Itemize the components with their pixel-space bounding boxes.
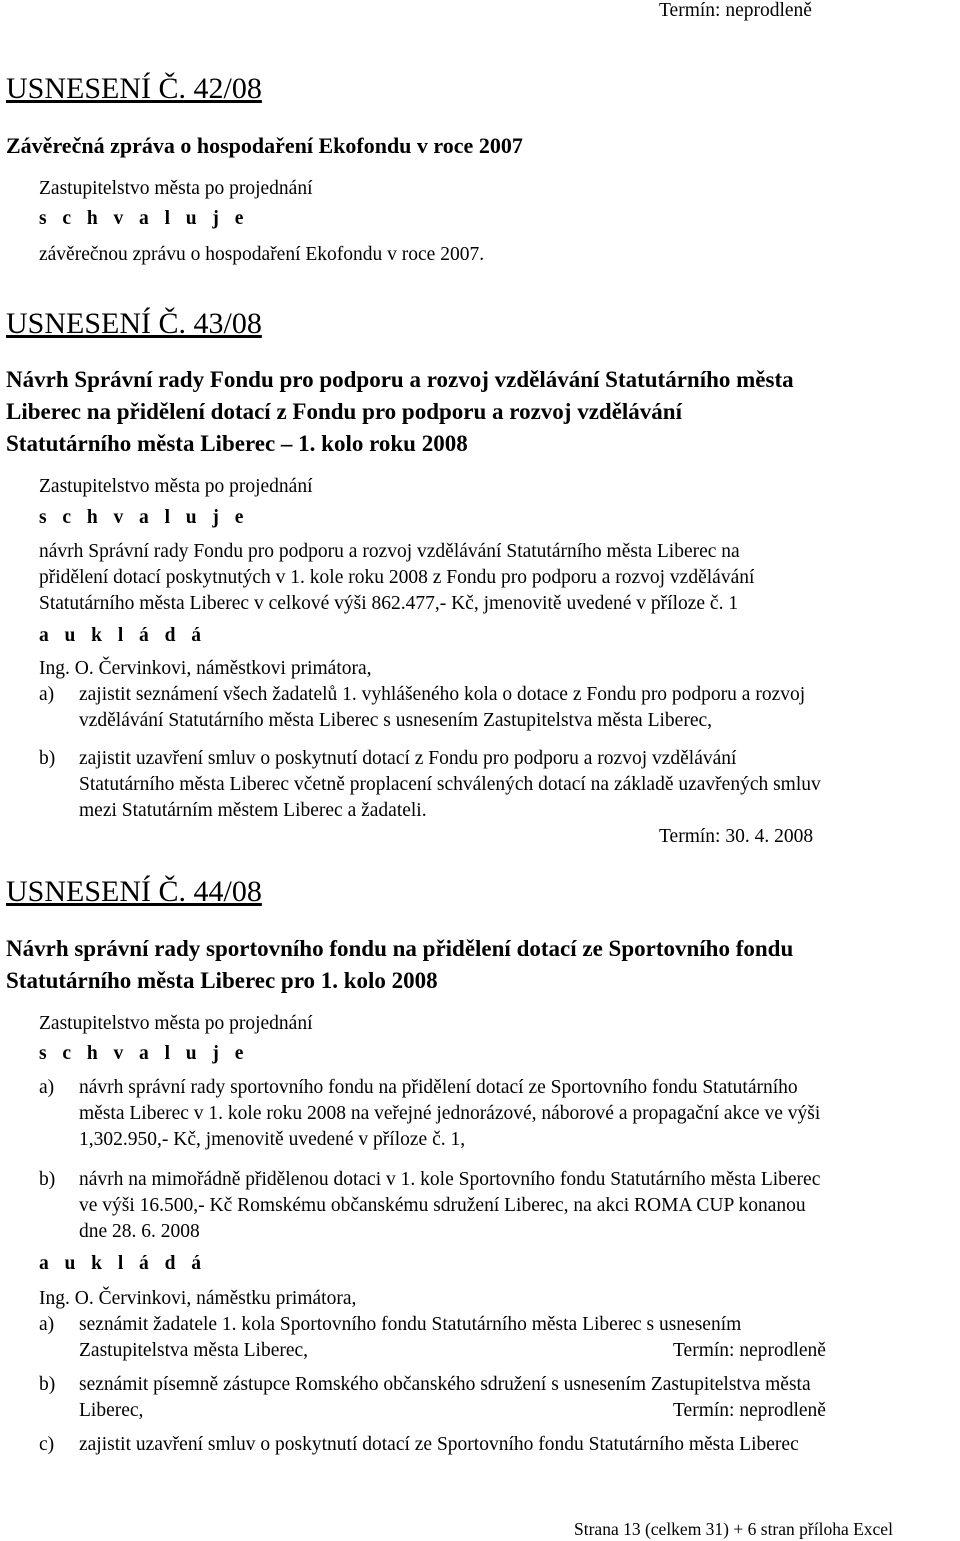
resolution-44-item-line: návrh správní rady sportovního fondu na přidělení dotací ze Sportovního fondu Statutárního <box>79 1077 798 1098</box>
resolution-43-heading: USNESENÍ Č. 43/08 <box>6 307 262 340</box>
resolution-43-termin: Termín: 30. 4. 2008 <box>659 826 814 847</box>
resolution-43-title-line: Návrh Správní rady Fondu pro podporu a rozvoj vzdělávání Statutárního města <box>6 367 794 392</box>
resolution-43-item-label: a) <box>39 684 55 705</box>
resolution-44-verb: s c h v a l u j e <box>39 1043 249 1064</box>
resolution-44-intro: Zastupitelstvo města po projednání <box>39 1013 313 1034</box>
resolution-43-item-line: zajistit seznámení všech žadatelů 1. vyhlášeného kola o dotace z Fondu pro podporu a rozvoj <box>79 684 806 705</box>
resolution-43-verb: s c h v a l u j e <box>39 507 249 528</box>
resolution-42-heading: USNESENÍ Č. 42/08 <box>6 72 262 105</box>
resolution-43-verb2: a u k l á d á <box>39 625 207 646</box>
resolution-44-task-line: seznámit žadatele 1. kola Sportovního fondu Statutárního města Liberec s usnesením <box>79 1314 742 1335</box>
resolution-44-task-termin: Termín: neprodleně <box>673 1400 826 1421</box>
termin-top: Termín: neprodleně <box>659 0 812 21</box>
resolution-42-verb: s c h v a l u j e <box>39 208 249 229</box>
resolution-44-item-line: ve výši 16.500,- Kč Romskému občanskému sdružení Liberec, na akci ROMA CUP konanou <box>79 1195 806 1216</box>
resolution-44-task-termin: Termín: neprodleně <box>673 1340 826 1361</box>
resolution-44-title-line: Statutárního města Liberec pro 1. kolo 2008 <box>6 968 438 993</box>
resolution-42-text: závěrečnou zprávu o hospodaření Ekofondu v roce 2007. <box>39 244 485 265</box>
resolution-44-verb2: a u k l á d á <box>39 1253 207 1274</box>
resolution-44-task-label: b) <box>39 1374 56 1395</box>
resolution-43-item-line: vzdělávání Statutárního města Liberec s usnesením Zastupitelstva města Liberec, <box>79 710 712 731</box>
page-footer: Strana 13 (celkem 31) + 6 stran příloha Excel <box>574 1519 893 1539</box>
resolution-43-text-line: Statutárního města Liberec v celkové výši 862.477,- Kč, jmenovitě uvedené v příloze č. 1 <box>39 593 739 614</box>
resolution-44-item-label: a) <box>39 1077 55 1098</box>
resolution-44-person: Ing. O. Červinkovi, náměstku primátora, <box>39 1288 357 1309</box>
resolution-44-task-label: a) <box>39 1314 55 1335</box>
resolution-43-text-line: přidělení dotací poskytnutých v 1. kole roku 2008 z Fondu pro podporu a rozvoj vzdělávání <box>39 567 755 588</box>
resolution-43-title-line: Liberec na přidělení dotací z Fondu pro podporu a rozvoj vzdělávání <box>6 399 682 424</box>
resolution-42-title: Závěrečná zpráva o hospodaření Ekofondu v roce 2007 <box>6 133 523 158</box>
resolution-44-task-line: Liberec, <box>79 1400 144 1421</box>
resolution-43-item-line: mezi Statutárním městem Liberec a žadateli. <box>79 800 427 821</box>
resolution-43-item-line: Statutárního města Liberec včetně proplacení schválených dotací na základě uzavřených smluv <box>79 774 821 795</box>
resolution-43-title-line: Statutárního města Liberec – 1. kolo roku 2008 <box>6 431 468 456</box>
resolution-44-item-line: návrh na mimořádně přidělenou dotaci v 1. kole Sportovního fondu Statutárního města Liberec <box>79 1169 821 1190</box>
resolution-42-intro: Zastupitelstvo města po projednání <box>39 178 313 199</box>
resolution-44-item-line: dne 28. 6. 2008 <box>79 1221 200 1242</box>
resolution-44-task-line: seznámit písemně zástupce Romského občanského sdružení s usnesením Zastupitelstva města <box>79 1374 811 1395</box>
resolution-43-text-line: návrh Správní rady Fondu pro podporu a rozvoj vzdělávání Statutárního města Liberec na <box>39 541 740 562</box>
resolution-44-task-line: zajistit uzavření smluv o poskytnutí dotací ze Sportovního fondu Statutárního města Liberec <box>79 1434 799 1455</box>
resolution-43-item-label: b) <box>39 748 56 769</box>
resolution-43-person: Ing. O. Červinkovi, náměstkovi primátora, <box>39 658 372 679</box>
resolution-44-task-line: Zastupitelstva města Liberec, <box>79 1340 309 1361</box>
resolution-44-item-label: b) <box>39 1169 56 1190</box>
resolution-44-title-line: Návrh správní rady sportovního fondu na přidělení dotací ze Sportovního fondu <box>6 936 794 961</box>
resolution-44-item-line: města Liberec v 1. kole roku 2008 na veřejné jednorázové, náborové a propagační akce ve výši <box>79 1103 821 1124</box>
resolution-43-item-line: zajistit uzavření smluv o poskytnutí dotací z Fondu pro podporu a rozvoj vzdělávání <box>79 748 737 769</box>
resolution-44-task-label: c) <box>39 1434 55 1455</box>
resolution-43-intro: Zastupitelstvo města po projednání <box>39 476 313 497</box>
resolution-44-item-line: 1,302.950,- Kč, jmenovitě uvedené v příloze č. 1, <box>79 1129 466 1150</box>
resolution-44-heading: USNESENÍ Č. 44/08 <box>6 875 262 908</box>
